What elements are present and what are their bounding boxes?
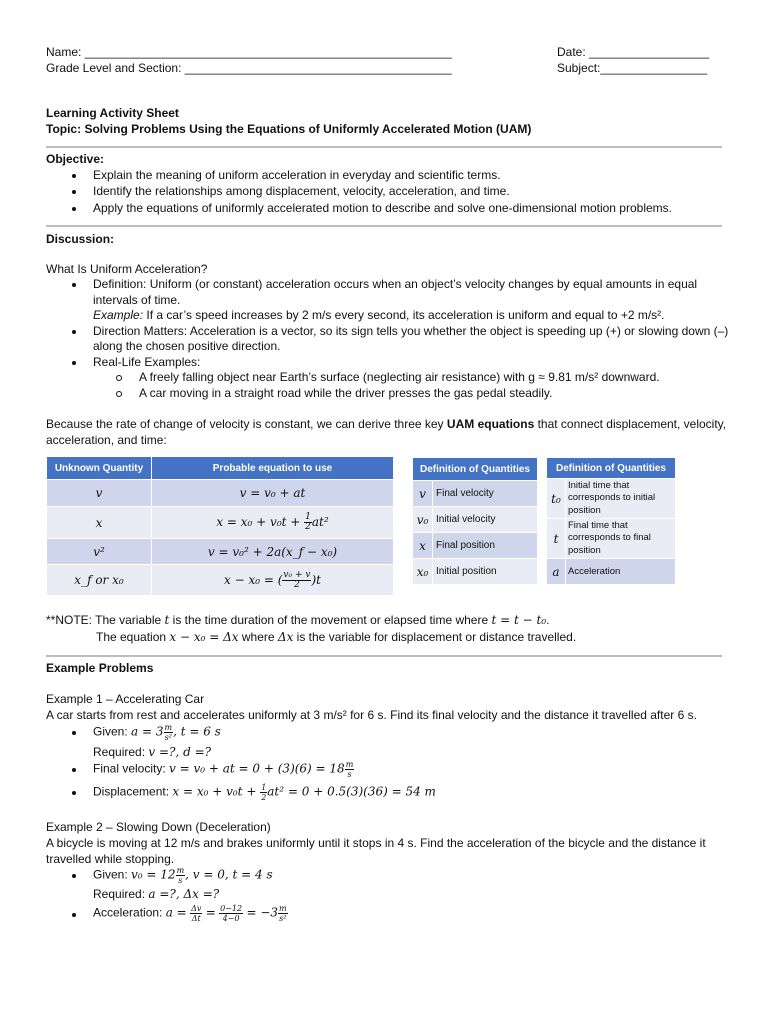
table-row: v Final velocity [413,481,538,507]
example-1-displacement: Displacement: x = x₀ + v₀t + $\frac{1}{2}$ at² = 0 + 0.5(3)(36) = 54 m [93,783,436,802]
column-header: Definition of Quantities [413,458,538,481]
bullet [72,190,76,194]
definitions-table-2 [546,457,676,585]
table-row: v² v = v₀² + 2a(x_f − x₀) [47,539,394,565]
uam-paragraph-cont: acceleration, and time: [46,433,167,447]
example-1-title: Example 1 – Accelerating Car [46,692,205,706]
table-row: v₀ Initial velocity [413,507,538,533]
note-line-2: The equation x − x₀ = Δx where Δx is the variable for displacement or distance travelled. [96,630,577,644]
table-row: x Final position [413,533,538,559]
definition-text: Definition: Uniform (or constant) acceleration occurs when an object’s velocity changes by equal amounts in equal [93,277,698,291]
name-field-label: Name: _______________________________________________________ [46,45,452,59]
example-2-required: Required: a =?, Δx =? [93,887,220,901]
example-2-problem: A bicycle is moving at 12 m/s and brakes uniformly until it stops in 4 s. Find the acceleration of the bicycle and the distance it [46,836,706,850]
table-row: x_f or x₀ x − x₀ = ( $\frac{\text{v₀ + v}}{2}$ )t [47,565,394,596]
table-row: x x = x₀ + v₀t + $\frac{1}{2}$ at² [47,507,394,539]
uam-equations-table [46,456,394,596]
bullet [72,913,76,917]
date-field-label: Date: __________________ [557,45,710,59]
bullet [72,791,76,795]
bullet [72,768,76,772]
sheet-title: Learning Activity Sheet [46,106,179,120]
bullet [72,361,76,365]
example-text: Example: If a car’s speed increases by 2 m/s every second, its acceleration is uniform and equal to +2 m/s². [93,308,665,322]
sub-bullet [116,391,122,397]
example-1-final-velocity: Final velocity: v = v₀ + at = 0 + (3)(6) = 18 $\frac{m}{s}$ [93,760,354,779]
example-2-given: Given: v₀ = 12 $\frac{m}{s}$ , v = 0, t = 4 s [93,866,273,885]
note-line-1: **NOTE: The variable t is the time duration of the movement or elapsed time where t = t − t₀. [46,613,550,627]
grade-section-field-label: Grade Level and Section: ________________________________________ [46,61,452,75]
objective-item: Apply the equations of uniformly accelerated motion to describe and solve one-dimensional motion problems. [93,201,672,215]
example-2-title: Example 2 – Slowing Down (Deceleration) [46,820,271,834]
divider [46,225,722,227]
sub-bullet [116,375,122,381]
objective-item: Identify the relationships among displacement, velocity, acceleration, and time. [93,184,510,198]
table-row: v v = v₀ + at [47,480,394,507]
column-header: Definition of Quantities [547,458,676,479]
bullet [72,874,76,878]
subject-field-label: Subject:________________ [557,61,708,75]
direction-text-cont: along the chosen positive direction. [93,339,281,353]
bullet [72,207,76,211]
discussion-heading: Discussion: [46,232,115,246]
divider [46,655,722,657]
table-row: t Final time that corresponds to final position [547,519,676,559]
objective-heading: Objective: [46,152,105,166]
bullet [72,731,76,735]
examples-heading: Example Problems [46,661,154,675]
real-life-heading: Real-Life Examples: [93,355,201,369]
real-life-item: A car moving in a straight road while the driver presses the gas pedal steadily. [139,386,553,400]
direction-text: Direction Matters: Acceleration is a vector, so its sign tells you whether the object is speeding up (+) or slowing down (–) [93,324,729,338]
discussion-question: What Is Uniform Acceleration? [46,262,208,276]
bullet [72,174,76,178]
definition-text-cont: intervals of time. [93,293,181,307]
table-row: x₀ Initial position [413,559,538,585]
uam-paragraph: Because the rate of change of velocity is constant, we can derive three key UAM equations that connect displacement, velocity, [46,417,727,431]
bullet [72,283,76,287]
column-header: Unknown Quantity [47,457,152,480]
topic-title: Topic: Solving Problems Using the Equations of Uniformly Accelerated Motion (UAM) [46,122,532,136]
example-1-problem: A car starts from rest and accelerates uniformly at 3 m/s² for 6 s. Find its final velocity and the distance it travelled after 6 s. [46,708,697,722]
objective-item: Explain the meaning of uniform acceleration in everyday and scientific terms. [93,168,501,182]
example-1-required: Required: v =?, d =? [93,745,212,759]
table-row: a Acceleration [547,559,676,585]
example-1-given: Given: a = 3 $\frac{m}{\text{s²}}$ , t = 6 s [93,723,221,742]
example-2-acceleration: Acceleration: a = $\frac{\Delta v}{\Delta t}$ = $\frac{0-12}{4-0}$ = −3 $\frac{m}{\text{s²}}$ [93,904,287,923]
real-life-item: A freely falling object near Earth’s surface (neglecting air resistance) with g ≈ 9.81 m/s² downward. [139,370,660,384]
table-row: t₀ Initial time that corresponds to initial position [547,479,676,519]
definitions-table-1 [412,457,538,585]
divider [46,146,722,148]
example-2-problem-cont: travelled while stopping. [46,852,175,866]
column-header: Probable equation to use [152,457,394,480]
bullet [72,330,76,334]
